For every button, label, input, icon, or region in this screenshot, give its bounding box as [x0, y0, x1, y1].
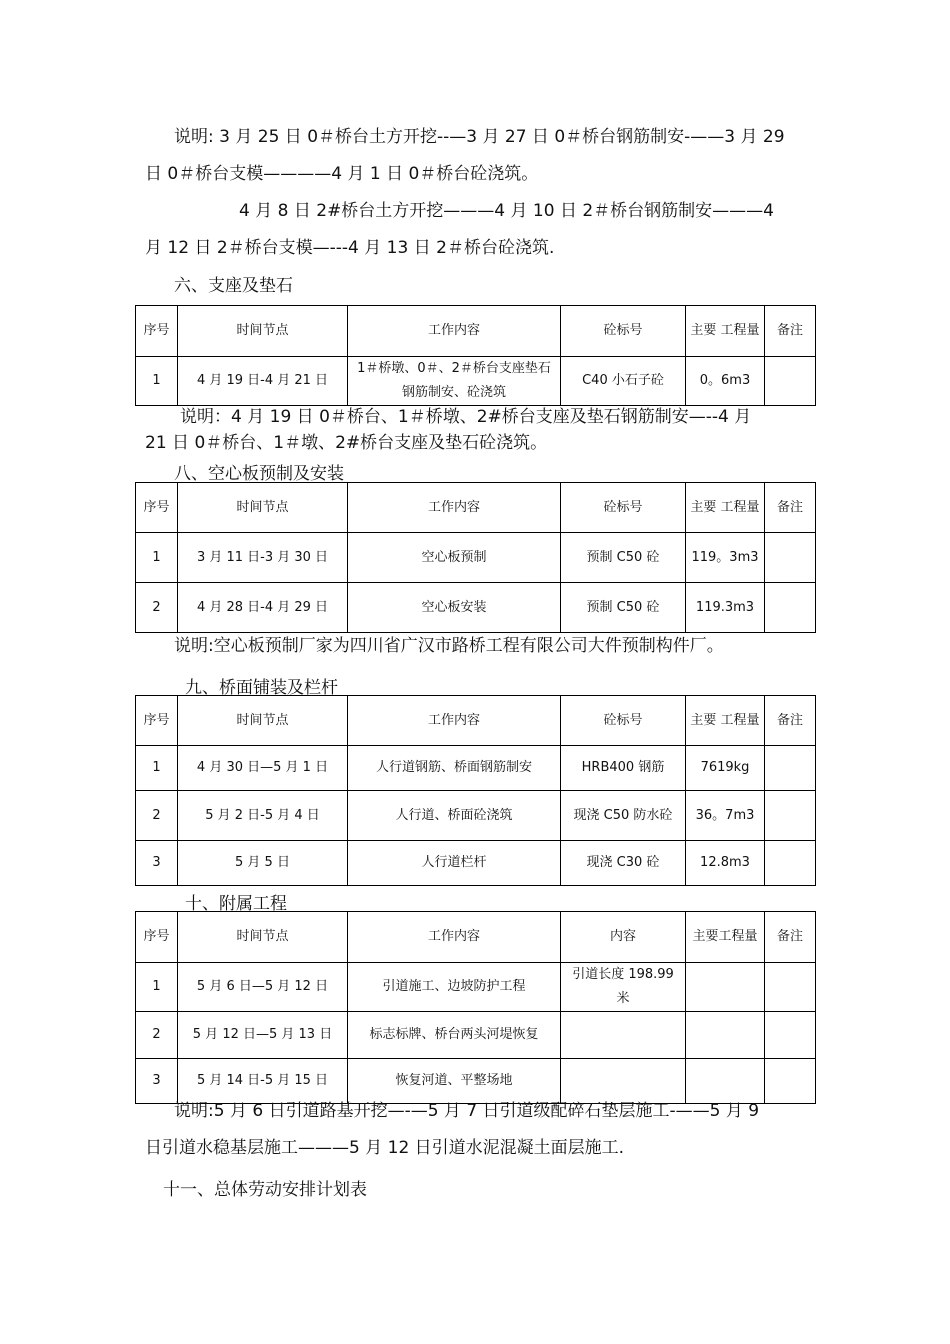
- table-cell: 2: [136, 1012, 178, 1059]
- table-cell: 人行道、桥面砼浇筑: [348, 791, 561, 841]
- section-9-table: [135, 695, 816, 886]
- header-cell: 主要工程量: [686, 912, 765, 963]
- table-cell: 1: [136, 746, 178, 791]
- table-cell: 5 月 14 日-5 月 15 日: [178, 1059, 348, 1104]
- section-6-note-line1: 说明：4 月 19 日 0＃桥台、1＃桥墩、2#桥台支座及垫石钢筋制安—--4 月: [180, 407, 752, 427]
- table-cell: 3 月 11 日-3 月 30 日: [178, 533, 348, 583]
- table-cell: [765, 533, 816, 583]
- table-row: [136, 357, 816, 406]
- header-cell: 工作内容: [348, 306, 561, 357]
- table-cell: [765, 746, 816, 791]
- table-cell: [561, 1012, 686, 1059]
- header-cell: 序号: [136, 306, 178, 357]
- header-cell: 工作内容: [348, 483, 561, 533]
- header-cell: 主要 工程量: [686, 696, 765, 746]
- table-cell: [765, 963, 816, 1012]
- table-cell: [765, 357, 816, 406]
- header-cell: 序号: [136, 483, 178, 533]
- table-row: [136, 533, 816, 583]
- section-10-note-line1: 说明:5 月 6 日引道路基开挖—-—5 月 7 日引道级配碎石垫层施工-——5 月 9: [174, 1101, 760, 1121]
- header-cell: 主要 工程量: [686, 483, 765, 533]
- table-header-row: [136, 483, 816, 533]
- table-cell: [765, 841, 816, 886]
- header-cell: 主要 工程量: [686, 306, 765, 357]
- table-cell: 3: [136, 1059, 178, 1104]
- table-cell: 119.3m3: [686, 583, 765, 633]
- section-6-note-line2: 21 日 0＃桥台、1＃墩、2#桥台支座及垫石砼浇筑。: [145, 433, 548, 453]
- header-cell: 时间节点: [178, 912, 348, 963]
- table-cell: 预制 C50 砼: [561, 583, 686, 633]
- table-cell: 36。7m3: [686, 791, 765, 841]
- table-cell: 2: [136, 791, 178, 841]
- table-cell: 人行道钢筋、桥面钢筋制安: [348, 746, 561, 791]
- table-row: [136, 841, 816, 886]
- header-cell: 备注: [765, 483, 816, 533]
- table-header-row: [136, 912, 816, 963]
- header-cell: 备注: [765, 306, 816, 357]
- header-cell: 备注: [765, 912, 816, 963]
- table-cell: 空心板预制: [348, 533, 561, 583]
- table-cell: 1: [136, 963, 178, 1012]
- note-paragraph-1-line3: 4 月 8 日 2#桥台土方开挖———4 月 10 日 2＃桥台钢筋制安———4: [239, 201, 775, 221]
- table-cell: 4 月 28 日-4 月 29 日: [178, 583, 348, 633]
- table-cell: 标志标牌、桥台两头河堤恢复: [348, 1012, 561, 1059]
- section-10-title: 十、附属工程: [185, 894, 287, 914]
- header-cell: 内容: [561, 912, 686, 963]
- table-cell: 空心板安装: [348, 583, 561, 633]
- header-cell: 砼标号: [561, 306, 686, 357]
- note-paragraph-1-line4: 月 12 日 2＃桥台支模—---4 月 13 日 2＃桥台砼浇筑.: [145, 238, 555, 258]
- section-6-title: 六、支座及垫石: [174, 276, 293, 296]
- table-cell: [765, 791, 816, 841]
- table-cell: 7619kg: [686, 746, 765, 791]
- table-cell: [765, 1059, 816, 1104]
- header-cell: 砼标号: [561, 696, 686, 746]
- table-cell: 5 月 12 日—5 月 13 日: [178, 1012, 348, 1059]
- table-cell: 引道施工、边坡防护工程: [348, 963, 561, 1012]
- header-cell: 工作内容: [348, 696, 561, 746]
- table-cell: 2: [136, 583, 178, 633]
- table-cell: 12.8m3: [686, 841, 765, 886]
- table-row: [136, 746, 816, 791]
- section-10-note-line2: 日引道水稳基层施工———5 月 12 日引道水泥混凝土面层施工.: [145, 1138, 625, 1158]
- header-cell: 时间节点: [178, 306, 348, 357]
- header-cell: 时间节点: [178, 696, 348, 746]
- table-row: [136, 963, 816, 1012]
- header-cell: 序号: [136, 696, 178, 746]
- section-9-title: 九、桥面铺装及栏杆: [185, 678, 338, 698]
- note-paragraph-1-line2: 日 0＃桥台支模————4 月 1 日 0＃桥台砼浇筑。: [145, 164, 539, 184]
- table-cell: 5 月 6 日—5 月 12 日: [178, 963, 348, 1012]
- table-cell: 3: [136, 841, 178, 886]
- table-cell: 1: [136, 357, 178, 406]
- table-row: [136, 583, 816, 633]
- note-paragraph-1-line1: 说明: 3 月 25 日 0＃桥台土方开挖--—3 月 27 日 0＃桥台钢筋制安-——3 月 29: [174, 127, 785, 147]
- table-cell: C40 小石子砼: [561, 357, 686, 406]
- header-cell: 序号: [136, 912, 178, 963]
- section-11-title: 十一、总体劳动安排计划表: [163, 1180, 367, 1200]
- header-cell: 砼标号: [561, 483, 686, 533]
- table-cell: 人行道栏杆: [348, 841, 561, 886]
- table-cell: 现浇 C30 砼: [561, 841, 686, 886]
- section-8-title: 八、空心板预制及安装: [174, 464, 344, 484]
- table-cell: 119。3m3: [686, 533, 765, 583]
- table-cell: 引道长度 198.99 米: [561, 963, 686, 1012]
- table-cell: 1＃桥墩、0＃、2＃桥台支座垫石钢筋制安、砼浇筑: [348, 357, 561, 406]
- table-cell: [765, 1012, 816, 1059]
- header-cell: 备注: [765, 696, 816, 746]
- table-header-row: [136, 306, 816, 357]
- table-row: [136, 1012, 816, 1059]
- table-cell: 恢复河道、平整场地: [348, 1059, 561, 1104]
- table-cell: 1: [136, 533, 178, 583]
- table-cell: [686, 963, 765, 1012]
- table-cell: 0。6m3: [686, 357, 765, 406]
- header-cell: 工作内容: [348, 912, 561, 963]
- section-8-table: [135, 482, 816, 633]
- table-cell: 5 月 5 日: [178, 841, 348, 886]
- table-cell: 4 月 30 日—5 月 1 日: [178, 746, 348, 791]
- table-cell: HRB400 钢筋: [561, 746, 686, 791]
- table-cell: 现浇 C50 防水砼: [561, 791, 686, 841]
- table-header-row: [136, 696, 816, 746]
- section-10-table: [135, 911, 816, 1104]
- table-cell: 预制 C50 砼: [561, 533, 686, 583]
- header-cell: 时间节点: [178, 483, 348, 533]
- table-cell: [765, 583, 816, 633]
- section-6-table: [135, 305, 816, 406]
- table-cell: 5 月 2 日-5 月 4 日: [178, 791, 348, 841]
- table-cell: 4 月 19 日-4 月 21 日: [178, 357, 348, 406]
- table-cell: [686, 1012, 765, 1059]
- table-row: [136, 791, 816, 841]
- section-8-note: 说明:空心板预制厂家为四川省广汉市路桥工程有限公司大件预制构件厂。: [174, 636, 724, 656]
